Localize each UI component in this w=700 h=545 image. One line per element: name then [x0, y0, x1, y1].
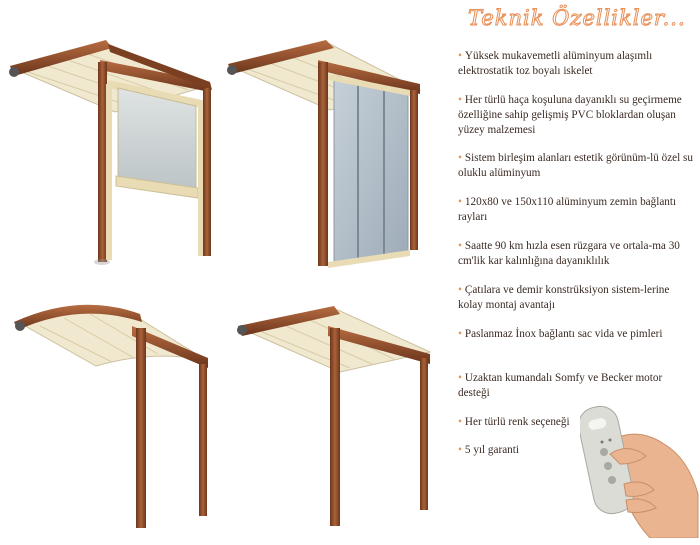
list-item: • 120x80 ve 150x110 alüminyum zemin bağlantı rayları [458, 196, 677, 223]
list-item: • Her türlü renk seçeneği [458, 416, 570, 428]
list-item: • Sistem birleşim alanları estetik görünüm-lü özel su oluklu alüminyum [458, 152, 693, 179]
bullet-icon: • [458, 94, 462, 106]
bullet-icon: • [458, 50, 462, 62]
bullet-icon: • [458, 372, 462, 384]
list-item: • Çatılara ve demir konstrüksiyon sistem-lerine kolay montaj avantajı [458, 284, 670, 311]
bullet-icon: • [458, 328, 462, 340]
list-item: • Her türlü haça koşuluna dayanıklı su geçirmeme özelliğine sahip gelişmiş PVC bloklardan oluşan yüzey malzemesi [458, 94, 682, 136]
list-item: • Paslanmaz İnox bağlantı sac vida ve pimleri [458, 328, 663, 340]
pergola-curved [14, 305, 208, 528]
list-item: • Saatte 90 km hızla esen rüzgara ve ortala-ma 30 cm'lik kar kalınlığına dayanıklılık [458, 240, 680, 267]
bullet-icon: • [458, 284, 462, 296]
remote-control-image [580, 398, 700, 538]
bullet-icon: • [458, 196, 462, 208]
list-item: • Yüksek mukavemetli alüminyum alaşımlı elektrostatik toz boyalı iskelet [458, 50, 653, 77]
page-title: Teknik Özellikler... [468, 6, 686, 30]
bullet-icon: • [458, 152, 462, 164]
bullet-icon: • [458, 444, 462, 456]
pergola-flat [237, 306, 430, 526]
list-item: • Uzaktan kumandalı Somfy ve Becker motor desteği [458, 372, 663, 399]
pergola-with-blind [9, 40, 212, 265]
list-item: • 5 yıl garanti [458, 444, 519, 456]
bullet-icon: • [458, 416, 462, 428]
pergola-with-glass [227, 40, 420, 268]
bullet-icon: • [458, 240, 462, 252]
